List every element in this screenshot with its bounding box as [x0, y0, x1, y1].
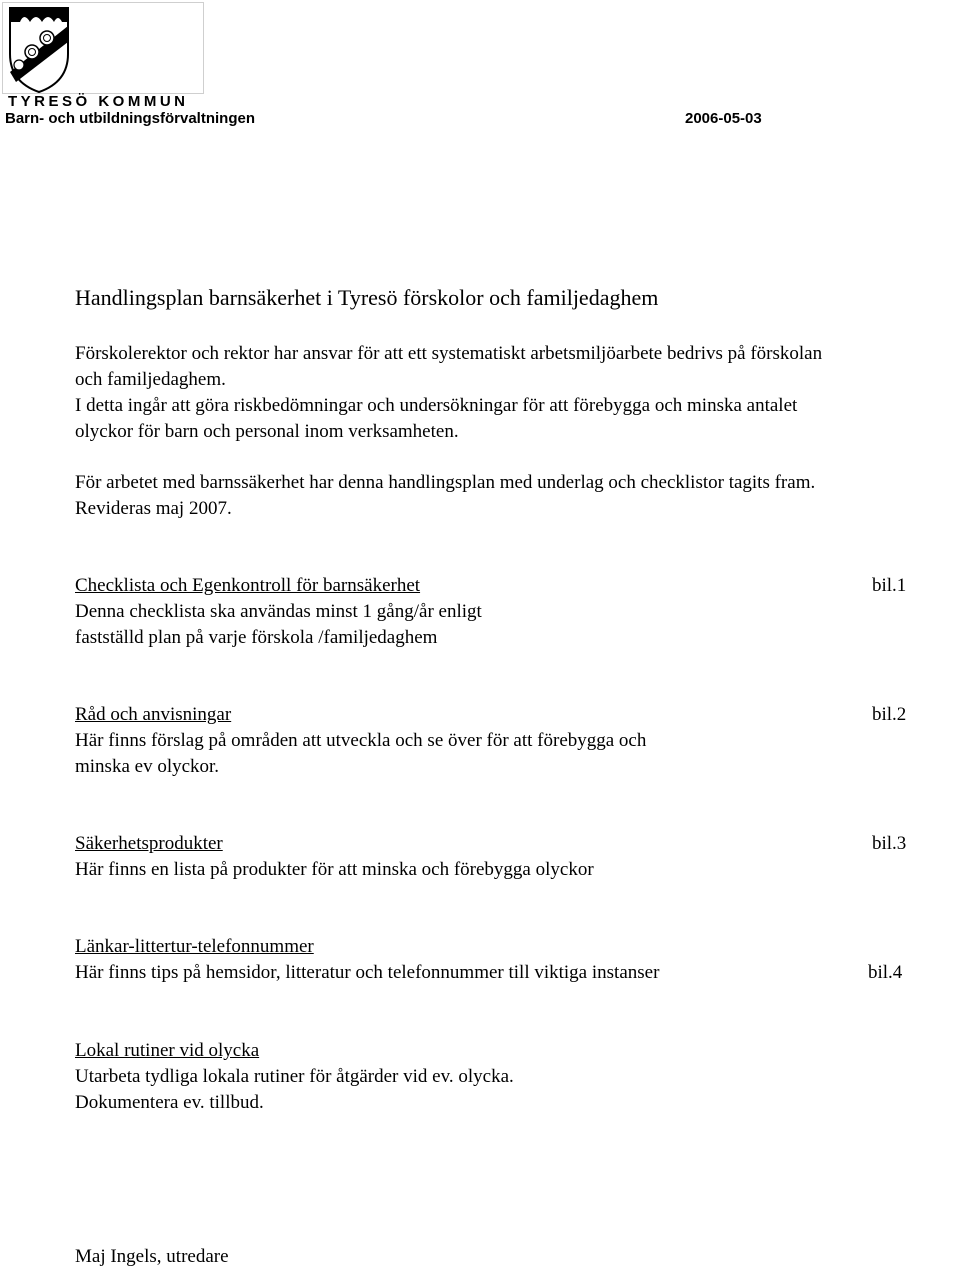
section-heading-checklista[interactable]: Checklista och Egenkontroll för barnsäkerhet — [75, 575, 421, 596]
attachment-ref-bil3: bil.3 — [872, 833, 907, 854]
section-heading-rad-och-anvisningar[interactable]: Råd och anvisningar — [75, 704, 232, 725]
intro-line-4: olyckor för barn och personal inom verksamheten. — [75, 421, 459, 442]
purpose-line-1: För arbetet med barnssäkerhet har denna handlingsplan med underlag och checklistor tagits fram. — [75, 472, 816, 493]
section-text: Dokumentera ev. tillbud. — [75, 1092, 264, 1113]
tyreso-coat-of-arms-icon — [2, 2, 204, 94]
section-text: Här finns förslag på områden att utveckla och se över för att förebygga och — [75, 730, 647, 751]
section-text: Denna checklista ska användas minst 1 gång/år enligt — [75, 601, 482, 622]
section-text: Här finns tips på hemsidor, litteratur och telefonnummer till viktiga instanser — [75, 962, 660, 983]
section-text: minska ev olyckor. — [75, 756, 220, 777]
org-name: TYRESÖ KOMMUN — [8, 93, 189, 110]
purpose-line-2: Revideras maj 2007. — [75, 498, 232, 519]
intro-line-3: I detta ingår att göra riskbedömningar och undersökningar för att förebygga och minska antalet — [75, 395, 798, 416]
section-heading-lankar[interactable]: Länkar-littertur-telefonnummer — [75, 936, 314, 957]
signature: Maj Ingels, utredare — [75, 1246, 229, 1267]
section-heading-sakerhetsprodukter[interactable]: Säkerhetsprodukter — [75, 833, 223, 854]
department-name: Barn- och utbildningsförvaltningen — [5, 110, 255, 127]
attachment-ref-bil4: bil.4 — [868, 962, 903, 983]
intro-line-1: Förskolerektor och rektor har ansvar för att ett systematiskt arbetsmiljöarbete bedrivs på förskolan — [75, 343, 823, 364]
section-text: fastställd plan på varje förskola /familjedaghem — [75, 627, 438, 648]
section-heading-lokal-rutiner[interactable]: Lokal rutiner vid olycka — [75, 1040, 260, 1061]
intro-line-2: och familjedaghem. — [75, 369, 226, 390]
section-text: Utarbeta tydliga lokala rutiner för åtgärder vid ev. olycka. — [75, 1066, 514, 1087]
document-date: 2006-05-03 — [685, 110, 762, 127]
attachment-ref-bil1: bil.1 — [872, 575, 907, 596]
section-text: Här finns en lista på produkter för att minska och förebygga olyckor — [75, 859, 594, 880]
attachment-ref-bil2: bil.2 — [872, 704, 907, 725]
page-title: Handlingsplan barnsäkerhet i Tyresö förskolor och familjedaghem — [75, 285, 659, 310]
